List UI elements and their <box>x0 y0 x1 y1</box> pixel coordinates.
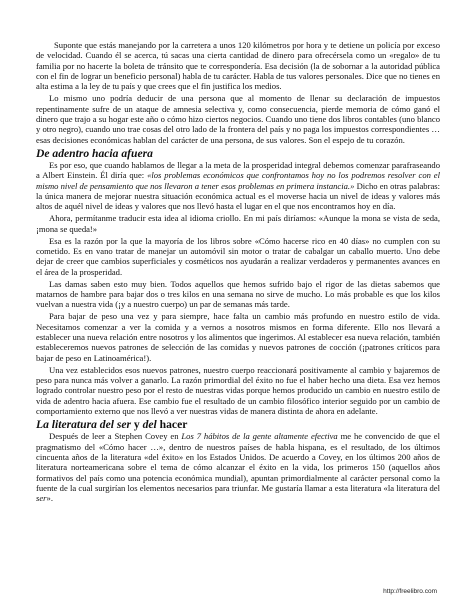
section-heading-inside-out: De adentro hacia afuera <box>36 147 153 161</box>
paragraph-proverb: Ahora, permítanme traducir esta idea al idioma criollo. En mi país diríamos: «Aunque la mona se vista de seda, ¡mona se queda!» <box>36 213 440 234</box>
paragraph-taxes-example: Lo mismo uno podría deducir de una persona que al momento de llenar su declaración de impuestos repentinamente sufre de un ataque de amnesia selectiva y, como consecuencia, pierde memoria de cómo ganó el dinero que trajo a su hogar este año o cómo hizo ciertos negocios. Cuando uno tiene dos libros contables (uno blanco y otro negro), cuando uno trae cosas del otro lado de la frontera del país y no paga los impuestos correspondientes … esas decisiones económicas hablan del carácter de una persona, de sus valores. Son el espejo de tu corazón. <box>36 93 440 145</box>
heading-part-ser: ser <box>116 418 132 432</box>
section-heading-literature <box>36 418 440 431</box>
einstein-intro: Es por eso, que cuando hablamos de llegar a la meta de la prosperidad integral debemos comenzar parafraseando a Albert Einstein. Él diría que: <box>36 160 440 181</box>
covey-book-title: Los 7 hábitos de la gente altamente efectiva <box>181 431 338 442</box>
covey-end: ». <box>46 493 53 504</box>
paragraph-diets: Las damas saben esto muy bien. Todos aquellos que hemos sufrido bajo el rigor de las dietas sabemos que matarnos de hambre para bajar dos o tres kilos en una semana no sirve de mucho. Lo más probable es que los kilos vuelvan a nuestra vida (¡y a nuestro cuerpo) un par de semanas más tarde. <box>36 278 440 310</box>
covey-body: me he convencido de que el pragmatismo del «Cómo hacer …», dentro de nuestros países de habla hispana, es el resultado, de los últimos cincuenta años de la literatura «del éxito» en los Estados Unidos. De acuerdo a Covey, en los últimos 200 años de literatura norteamericana sobre el tema de cómo alcanzar el éxito en la vida, los primeros 150 (aquellos años formativos del país como una potencia económica mundial), apuntan primordialmente al carácter personal como la fuente de la cual surgirían los elementos necesarios para triunfar. Me gustaría llamar a esta literatura «la literatura del <box>36 431 440 493</box>
document-page <box>36 40 440 505</box>
heading-part-hacer: hacer <box>156 418 188 432</box>
heading-part-y: y <box>131 418 143 432</box>
paragraph-einstein <box>36 160 440 212</box>
einstein-quote: «los problemas económicos que confrontamos hoy no los podremos resolver con el mismo nivel de pensamiento que nos llevaron a tener esos problemas en primera instancia.» <box>36 170 440 191</box>
heading-part-del: del <box>142 418 157 432</box>
paragraph-new-patterns: Una vez establecidos esos nuevos patrones, nuestro cuerpo reaccionará positivamente al cambio y bajaremos de peso para nunca más volver a ganarlo. La razón primordial del éxito no fue el haber hecho una dieta. Esa vez hemos logrado controlar nuestro peso por el resto de nuestras vidas porque hemos producido un cambio en nuestro estilo de vida de adentro hacia afuera. Ese cambio fue el resultado de un cambio filosófico interior seguido por un cambio de comportamiento externo que nos llevó a ver nuestras vidas de manera distinta de ahora en adelante. <box>36 364 440 416</box>
covey-ser: ser <box>36 493 47 504</box>
paragraph-get-rich-books: Esa es la razón por la que la mayoría de los libros sobre «Cómo hacerse rico en 40 días» no cumplen con su cometido. Es en vano tratar de manejar un automóvil sin motor o tratar de cabalgar un caballo muerto. Uno debe dejar de creer que cambios superficiales y cosméticos nos ayudarán a realizar verdaderos y permanentes avances en el área de la prosperidad. <box>36 235 440 277</box>
einstein-explanation: Dicho en otras palabras: la única manera de mejorar nuestra situación económica actual es el moverse hacia un nivel de ideas y valores más altos de aquél nivel de ideas y valores que nos llevó hasta el lugar en el que nos encontramos hoy en día. <box>36 180 440 212</box>
paragraph-covey <box>36 431 440 503</box>
paragraph-lifestyle-change: Para bajar de peso una vez y para siempre, hace falta un cambio más profundo en nuestro estilo de vida. Necesitamos comenzar a ver la comida y a vernos a nosotros mismos en forma diferente. Ello nos llevará a establecer una nueva relación entre nosotros y los alimentos que ingerimos. Al establecer esa nueva relación, también estableceremos nuevos patrones de selección de las comidas y nuevos patrones de cocción (¡patrones críticos para bajar de peso en Latinoamérica!). <box>36 311 440 363</box>
heading-part-1: La literatura del <box>36 418 117 432</box>
covey-intro: Después de leer a Stephen Covey en <box>49 431 182 442</box>
footer-url: http://freelibro.com <box>383 588 437 595</box>
paragraph-bribe-example: Suponte que estás manejando por la carretera a unos 120 kilómetros por hora y te detiene un policía por exceso de velocidad. Cuando él se acerca, tú sacas una cierta cantidad de dinero para ofrecérsela como un «regalo» de tu familia por no hacerte la boleta de tránsito que te correspondería. Esa decisión (la de sobornar a la autoridad pública con el fin de lograr un beneficio personal) habla de tu carácter. Habla de tus valores personales. Dice que no tienes en alta estima a la ley de tu país y que crees que el fin justifica los medios. <box>36 40 440 92</box>
